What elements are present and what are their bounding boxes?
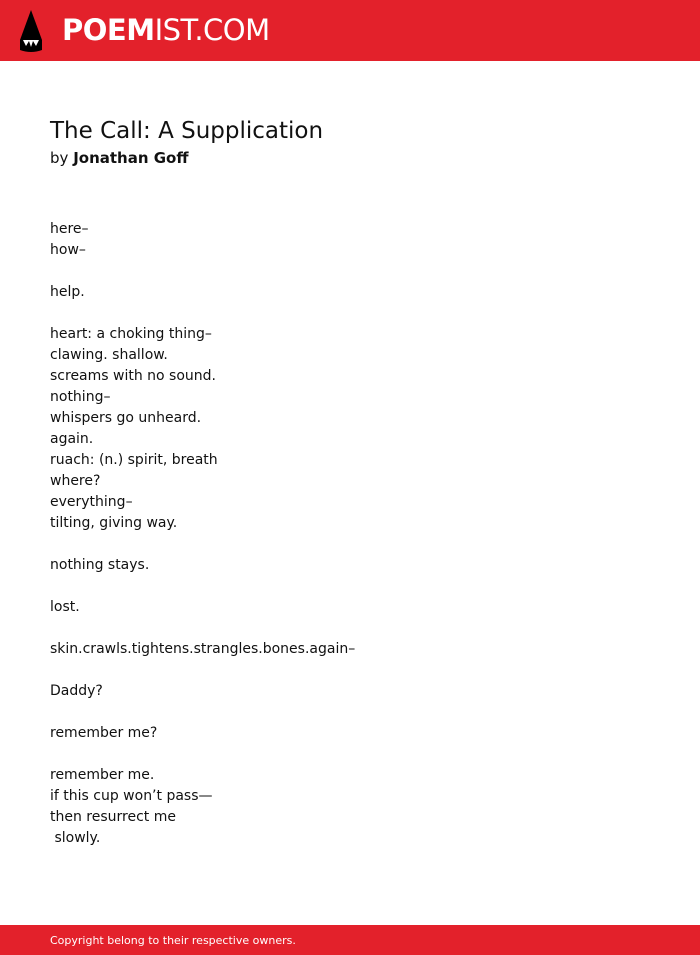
logo-bold-text: POEM [62, 13, 155, 47]
poem-line: if this cup won’t pass— [50, 788, 213, 804]
poem-line: tilting, giving way. [50, 515, 178, 531]
poem-line: heart: a choking thing– [50, 326, 212, 342]
poem-line: everything– [50, 494, 133, 510]
poem-line: here– [50, 221, 89, 237]
poem-line: nothing stays. [50, 557, 150, 573]
stanza-break [50, 261, 650, 282]
poem-line: help. [50, 284, 85, 300]
poem-line: slowly. [50, 830, 101, 846]
by-label: by [50, 149, 69, 167]
poem-line: remember me? [50, 725, 158, 741]
poem-line: how– [50, 242, 86, 258]
stanza-break [50, 660, 650, 681]
stanza-break [50, 618, 650, 639]
stanza-break [50, 303, 650, 324]
poem-line: skin.crawls.tightens.strangles.bones.again– [50, 641, 356, 657]
poem-line: nothing– [50, 389, 111, 405]
poem-line: where? [50, 473, 101, 489]
byline [50, 148, 189, 168]
poem-title: The Call: A Supplication [50, 118, 324, 144]
site-logo[interactable] [62, 12, 270, 48]
site-footer [0, 925, 700, 955]
poem-line: clawing. shallow. [50, 347, 168, 363]
stanza-break [50, 702, 650, 723]
author-name: Jonathan Goff [73, 149, 189, 167]
poem-line: lost. [50, 599, 80, 615]
poem-line: then resurrect me [50, 809, 176, 825]
site-header [0, 0, 700, 61]
poem-line: whispers go unheard. [50, 410, 202, 426]
stanza-break [50, 744, 650, 765]
poem-line: ruach: (n.) spirit, breath [50, 452, 218, 468]
poem-line: again. [50, 431, 94, 447]
stanza-break [50, 576, 650, 597]
poem-body [50, 219, 650, 849]
poem-line: screams with no sound. [50, 368, 216, 384]
poem-line: Daddy? [50, 683, 103, 699]
poem-line: remember me. [50, 767, 155, 783]
logo-light-text: IST.COM [154, 13, 270, 47]
pencil-tip-icon [18, 10, 44, 52]
copyright-text: Copyright belong to their respective owners. [50, 934, 296, 947]
stanza-break [50, 534, 650, 555]
